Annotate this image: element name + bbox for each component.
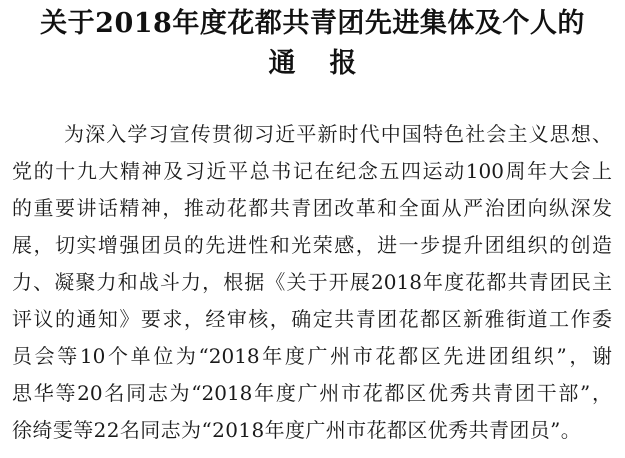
document-title-notice-char-2: 报 bbox=[329, 48, 357, 79]
document-title-notice bbox=[0, 48, 625, 80]
document-title-notice-char-1: 通 bbox=[268, 48, 296, 79]
body-line-5: 力、凝聚力和战斗力，根据《关于开展2018年度花都共青团民主 bbox=[12, 270, 612, 294]
body-line-1: 为深入学习宣传贯彻习近平新时代中国特色社会主义思想、 bbox=[64, 122, 612, 146]
body-line-8: 思华等20名同志为“2018年度广州市花都区优秀共青团干部”， bbox=[12, 381, 612, 405]
body-line-4: 展，切实增强团员的先进性和光荣感，进一步提升团组织的创造 bbox=[12, 233, 612, 257]
body-line-7: 员会等10个单位为“2018年度广州市花都区先进团组织”，谢 bbox=[12, 344, 612, 368]
body-line-9: 徐绮雯等22名同志为“2018年度广州市花都区优秀共青团员”。 bbox=[12, 418, 582, 442]
body-line-6: 评议的通知》要求，经审核，确定共青团花都区新雅街道工作委 bbox=[12, 307, 612, 331]
body-line-3: 的重要讲话精神，推动花都共青团改革和全面从严治团向纵深发 bbox=[12, 196, 612, 220]
document-title: 关于2018年度花都共青团先进集体及个人的 bbox=[40, 8, 585, 39]
body-line-2: 党的十九大精神及习近平总书记在纪念五四运动100周年大会上 bbox=[12, 159, 612, 183]
